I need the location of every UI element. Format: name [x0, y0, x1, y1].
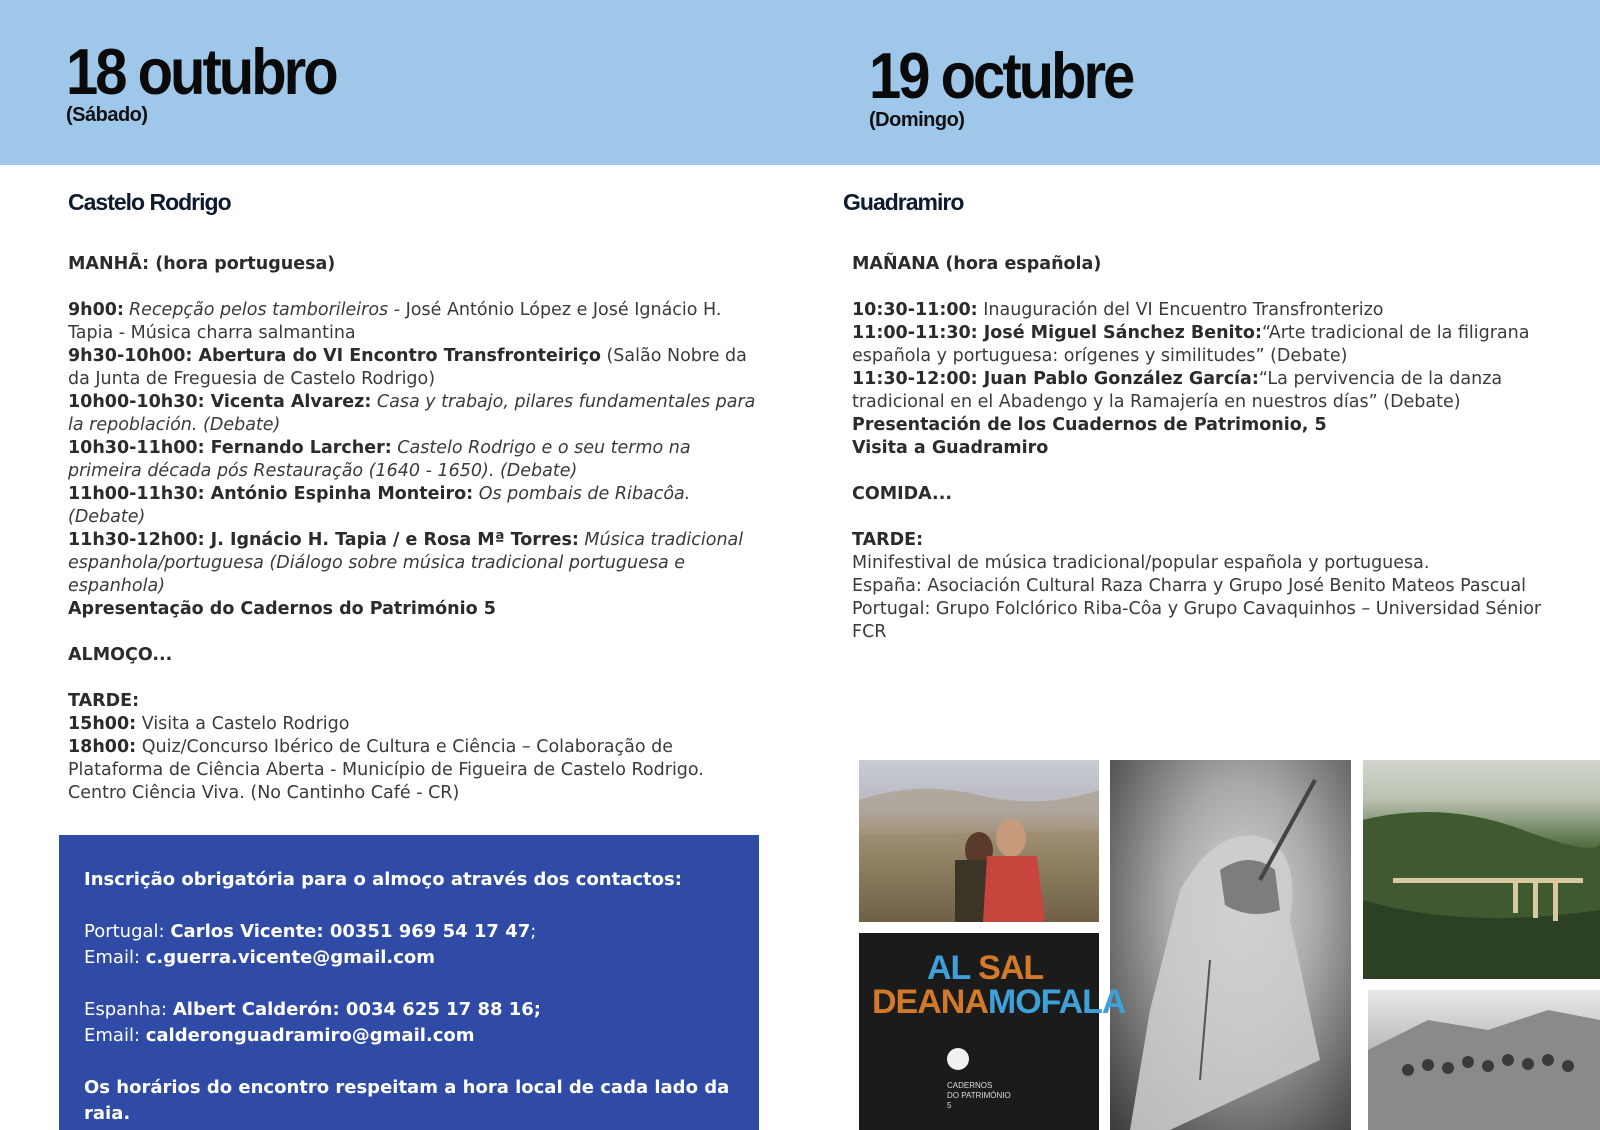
program-item: 11h30-12h00: J. Ignácio H. Tapia / e Rosa Mª Torres: Música tradicional espanhola/portuguesa (Diálogo sobre música tradicional portuguesa e espanhola): [68, 530, 744, 596]
contact-heading: Inscrição obrigatória para o almoço através dos contactos:: [84, 869, 682, 890]
contact-email-spain: Email: calderonguadramiro@gmail.com: [84, 1025, 475, 1046]
afternoon-line: España: Asociación Cultural Raza Charra y Grupo José Benito Mateos Pascual: [852, 576, 1527, 596]
program-item: 18h00: Quiz/Concurso Ibérico de Cultura e Ciência – Colaboração de Plataforma de Ciência Aberta - Município de Figueira de Castelo Rodrigo. Centro Ciência Viva. (No Cantinho Café - CR): [68, 737, 704, 803]
program-right: [852, 253, 1542, 644]
morning-heading-right: MAÑANA (hora española): [852, 254, 1102, 274]
visit-right: Visita a Guadramiro: [852, 438, 1049, 458]
cover-series-label: CADERNOS DO PATRIMÓNIO 5: [947, 1081, 1011, 1110]
email-link-portugal[interactable]: c.guerra.vicente@gmail.com: [145, 947, 436, 968]
program-left: [68, 253, 758, 805]
program-item: 10h00-10h30: Vicenta Alvarez: Casa y trabajo, pilares fundamentales para la repoblación. (Debate): [68, 392, 756, 435]
bridge-landscape-photo: [1363, 760, 1600, 979]
cover-title-line2: DEANAMOFALA: [872, 983, 1126, 1021]
afternoon-heading-left: TARDE:: [68, 691, 140, 711]
contact-spain: Espanha: Albert Calderón: 0034 625 17 88 16;: [84, 999, 542, 1020]
date-title-left: 18 outubro: [66, 35, 336, 109]
date-title-right: 19 octubre: [869, 39, 1133, 113]
program-item: 9h00: Recepção pelos tamborileiros - José António López e José Ignácio H. Tapia - Música charra salmantina: [68, 300, 722, 343]
group-photo: [1368, 990, 1600, 1130]
weekday-left: (Sábado): [66, 104, 148, 126]
contact-note: Os horários do encontro respeitam a hora local de cada lado da raia.: [84, 1077, 730, 1124]
place-heading-left: Castelo Rodrigo: [68, 189, 231, 215]
program-item: 10h30-11h00: Fernando Larcher: Castelo Rodrigo e o seu termo na primeira década pós Restauração (1640 - 1650). (Debate): [68, 438, 691, 481]
presentation-left: Apresentação do Cadernos do Património 5: [68, 599, 496, 619]
contact-box: [59, 835, 759, 1130]
place-heading-right: Guadramiro: [843, 189, 964, 215]
afternoon-line: Portugal: Grupo Folclórico Riba-Côa y Grupo Cavaquinhos – Universidad Sénior FCR: [852, 599, 1542, 642]
program-item: 11h00-11h30: António Espinha Monteiro: Os pombais de Ribacôa. (Debate): [68, 484, 691, 527]
morning-heading-left: MANHÃ: (hora portuguesa): [68, 254, 336, 274]
afternoon-line: Minifestival de música tradicional/popular española y portuguesa.: [852, 553, 1430, 573]
contact-portugal: Portugal: Carlos Vicente: 00351 969 54 17 47;: [84, 921, 537, 942]
program-item: 11:30-12:00: Juan Pablo González García:“La pervivencia de la danza tradicional en el Abadengo y la Ramajería en nuestros días” (Debate): [852, 369, 1503, 412]
presentation-right: Presentación de los Cuadernos de Patrimonio, 5: [852, 415, 1327, 435]
lunch-left: ALMOÇO...: [68, 645, 173, 665]
contact-email-portugal: Email: c.guerra.vicente@gmail.com: [84, 947, 436, 968]
program-item: 11:00-11:30: José Miguel Sánchez Benito:“Arte tradicional de la filigrana española y portuguesa: orígenes y similitudes” (Debate): [852, 323, 1530, 366]
email-link-spain[interactable]: calderonguadramiro@gmail.com: [145, 1025, 475, 1046]
cover-dot-icon: [947, 1048, 969, 1070]
header-band: [0, 0, 1600, 165]
spinner-drawing-photo: [1110, 760, 1351, 1130]
program-item: 10:30-11:00: Inauguración del VI Encuentro Transfronterizo: [852, 300, 1384, 320]
afternoon-heading-right: TARDE:: [852, 530, 924, 550]
lunch-right: COMIDA...: [852, 484, 952, 504]
weekday-right: (Domingo): [869, 109, 965, 131]
couple-photo: [859, 760, 1099, 922]
program-item: 15h00: Visita a Castelo Rodrigo: [68, 714, 350, 734]
book-cover: [859, 933, 1126, 1130]
program-item: 9h30-10h00: Abertura do VI Encontro Transfronteiriço (Salão Nobre da da Junta de Freguesia de Castelo Rodrigo): [68, 346, 747, 389]
cover-title-line1: AL SAL: [927, 949, 1044, 987]
